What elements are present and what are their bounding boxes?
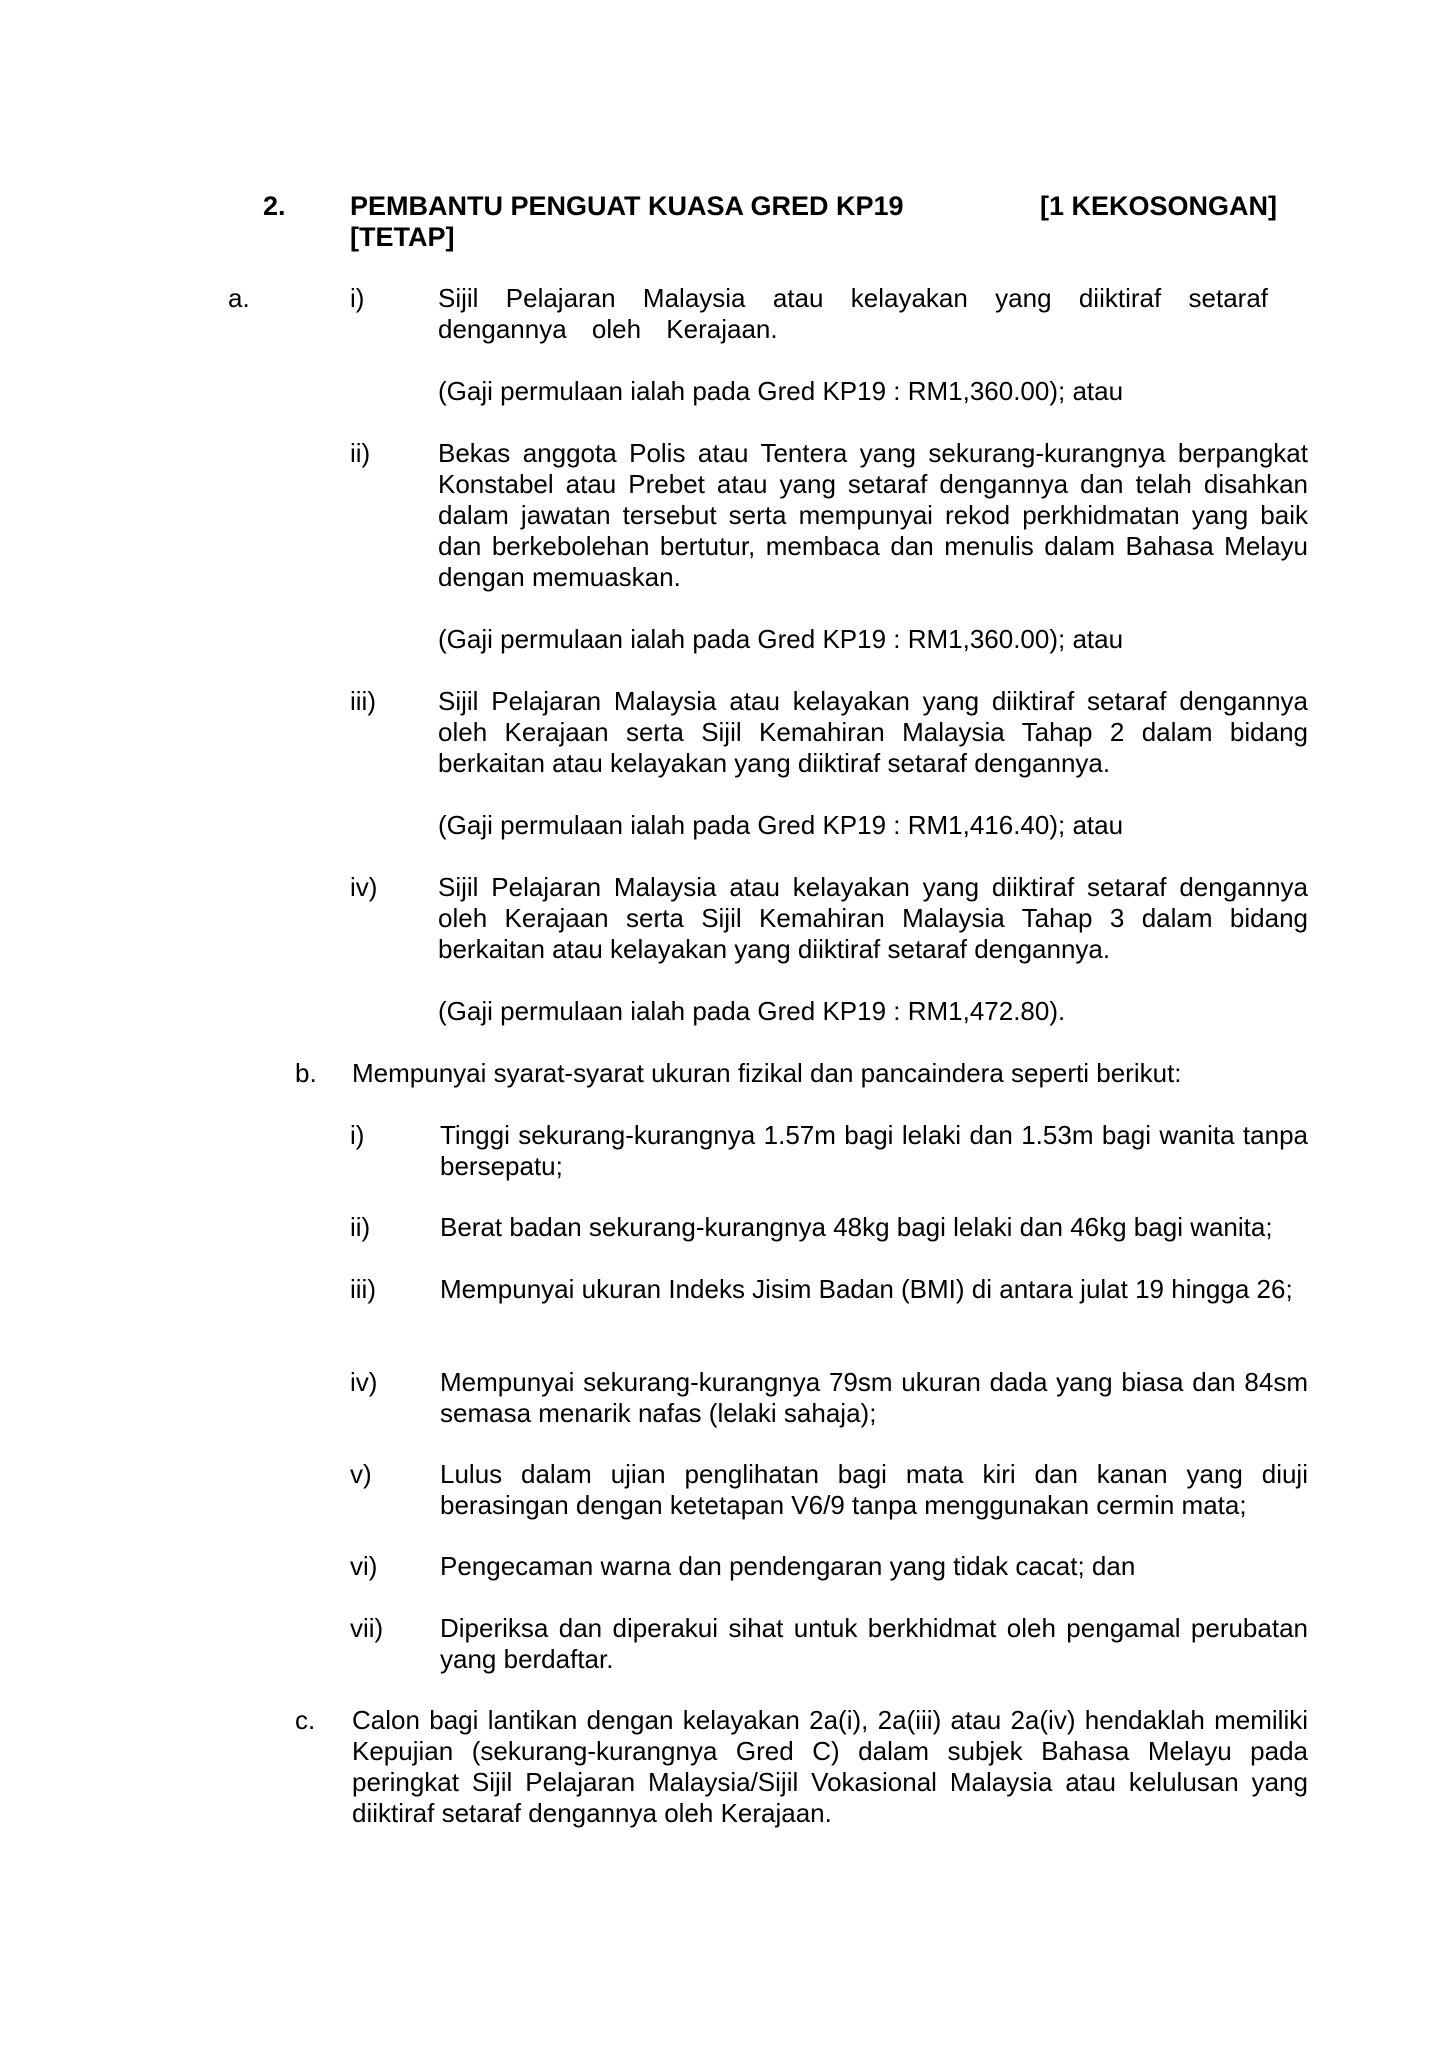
part-b-label: b. bbox=[295, 1058, 317, 1088]
a-item-num: i) bbox=[350, 283, 365, 313]
part-c-label: c. bbox=[295, 1705, 316, 1735]
b-item-text: Diperiksa dan diperakui sihat untuk berkhidmat oleh pengamal perubatan yang berdaftar. bbox=[440, 1613, 1308, 1674]
section-title: PEMBANTU PENGUAT KUASA GRED KP19 bbox=[350, 191, 904, 221]
a-item-num: iv) bbox=[350, 872, 378, 902]
a-item-salary: (Gaji permulaan ialah pada Gred KP19 : RM1,416.40); atau bbox=[438, 810, 1124, 840]
b-item-text: Tinggi sekurang-kurangnya 1.57m bagi lelaki dan 1.53m bagi wanita tanpa bersepatu; bbox=[440, 1120, 1308, 1181]
b-item-text: Berat badan sekurang-kurangnya 48kg bagi lelaki dan 46kg bagi wanita; bbox=[440, 1212, 1273, 1242]
position-status: [TETAP] bbox=[350, 222, 455, 252]
a-item-num: iii) bbox=[350, 686, 376, 716]
a-item-salary: (Gaji permulaan ialah pada Gred KP19 : RM1,360.00); atau bbox=[438, 376, 1124, 406]
vacancy-count: [1 KEKOSONGAN] bbox=[1040, 191, 1278, 221]
b-item-num: iv) bbox=[350, 1367, 378, 1397]
part-c-text: Calon bagi lantikan dengan kelayakan 2a(i), 2a(iii) atau 2a(iv) hendaklah memiliki Kepujian (sekurang-kurangnya Gred C) dalam subjek Bahasa Melayu pada peringkat Sijil Pelajaran Malaysia/Sijil Vokasional Malaysia atau kelulusan yang diiktiraf setaraf dengannya oleh Kerajaan. bbox=[352, 1705, 1308, 1828]
a-item-text: Sijil Pelajaran Malaysia atau kelayakan yang diiktiraf setaraf dengannya oleh Kerajaan serta Sijil Kemahiran Malaysia Tahap 2 dalam bidang berkaitan atau kelayakan yang diiktiraf setaraf dengannya. bbox=[438, 686, 1308, 778]
b-item-text: Pengecaman warna dan pendengaran yang tidak cacat; dan bbox=[440, 1551, 1136, 1581]
b-item-num: iii) bbox=[350, 1274, 376, 1304]
b-item-num: v) bbox=[350, 1459, 372, 1489]
a-item-text: Sijil Pelajaran Malaysia atau kelayakan yang diiktiraf setaraf dengannya oleh Kerajaan serta Sijil Kemahiran Malaysia Tahap 3 dalam bidang berkaitan atau kelayakan yang diiktiraf setaraf dengannya. bbox=[438, 872, 1308, 964]
b-item-text: Mempunyai ukuran Indeks Jisim Badan (BMI) di antara julat 19 hingga 26; bbox=[440, 1274, 1293, 1304]
a-item-text: Sijil Pelajaran Malaysia atau kelayakan yang diiktiraf setaraf dengannya oleh Kerajaan. bbox=[438, 283, 1268, 344]
a-item-num: ii) bbox=[350, 438, 371, 468]
a-item-salary: (Gaji permulaan ialah pada Gred KP19 : RM1,360.00); atau bbox=[438, 624, 1124, 654]
part-b-intro: Mempunyai syarat-syarat ukuran fizikal dan pancaindera seperti berikut: bbox=[352, 1058, 1182, 1088]
b-item-num: ii) bbox=[350, 1212, 371, 1242]
b-item-num: i) bbox=[350, 1120, 365, 1150]
b-item-num: vii) bbox=[350, 1613, 384, 1643]
b-item-text: Mempunyai sekurang-kurangnya 79sm ukuran dada yang biasa dan 84sm semasa menarik nafas (lelaki sahaja); bbox=[440, 1367, 1308, 1428]
b-item-text: Lulus dalam ujian penglihatan bagi mata kiri dan kanan yang diuji berasingan dengan ketetapan V6/9 tanpa menggunakan cermin mata; bbox=[440, 1459, 1308, 1520]
part-a-label: a. bbox=[228, 283, 250, 313]
b-item-num: vi) bbox=[350, 1551, 378, 1581]
a-item-text: Bekas anggota Polis atau Tentera yang sekurang-kurangnya berpangkat Konstabel atau Prebet atau yang setaraf dengannya dan telah disahkan dalam jawatan tersebut serta mempunyai rekod perkhidmatan yang baik dan berkebolehan bertutur, membaca dan menulis dalam Bahasa Melayu dengan memuaskan. bbox=[438, 438, 1308, 592]
section-number: 2. bbox=[263, 191, 286, 221]
a-item-salary: (Gaji permulaan ialah pada Gred KP19 : RM1,472.80). bbox=[438, 996, 1066, 1026]
